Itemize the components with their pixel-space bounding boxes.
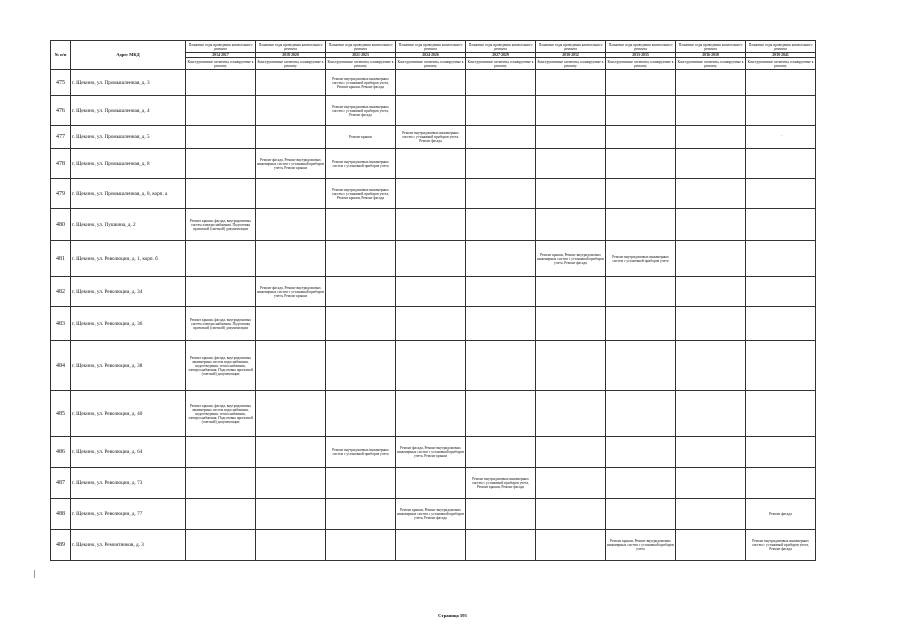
- table-header: [51, 41, 816, 70]
- repair-cell: [536, 391, 606, 437]
- header-period-title: Плановые годы проведения капитального ремонта: [396, 41, 466, 53]
- page-number: Страница 593: [438, 613, 467, 618]
- header-period-title: Плановые годы проведения капитального ремонта: [256, 41, 326, 53]
- repair-cell: [746, 209, 816, 241]
- row-address: г. Щекино, ул. Революции, д. 34: [71, 277, 186, 307]
- repair-cell: [746, 96, 816, 126]
- repair-cell: [536, 96, 606, 126]
- table-row: [51, 179, 816, 209]
- table-row: [51, 70, 816, 96]
- repair-cell: [606, 391, 676, 437]
- repair-cell: [746, 341, 816, 391]
- header-period-years: 2033-2035: [606, 53, 676, 58]
- row-address: г. Щекино, ул. Промышленная, д. 8, корп. а: [71, 179, 186, 209]
- row-address: г. Щекино, ул. Промышленная, д. 4: [71, 96, 186, 126]
- repair-cell: [396, 307, 466, 341]
- repair-cell: [326, 391, 396, 437]
- repair-cell: [396, 241, 466, 277]
- row-number: 477: [51, 126, 71, 149]
- row-address: г. Щекино, ул. Революции, д. 77: [71, 499, 186, 530]
- repair-cell: [676, 391, 746, 437]
- repair-cell: Ремонт внутридомовых инженерных систем с установкой приборов учета, Ремонт крыши, Ремонт фасада: [466, 468, 536, 499]
- table-row: [51, 437, 816, 468]
- repair-cell: [606, 499, 676, 530]
- repair-cell: [396, 530, 466, 561]
- repair-cell: Ремонт крыши, фасада, внутридомовых инженерных систем водоснабжения, водоотведения, теплоснабжения, электроснабжения. Подготовка проектной (сметной) документации: [186, 391, 256, 437]
- row-number: 476: [51, 96, 71, 126]
- margin-dot: ·: [781, 134, 783, 139]
- repair-cell: [256, 126, 326, 149]
- repair-cell: [466, 307, 536, 341]
- repair-cell: [746, 437, 816, 468]
- repair-schedule-table: [50, 40, 816, 561]
- repair-cell: [186, 437, 256, 468]
- repair-cell: [396, 277, 466, 307]
- repair-cell: [606, 437, 676, 468]
- repair-cell: [186, 530, 256, 561]
- header-period-title: Плановые годы проведения капитального ремонта: [466, 41, 536, 53]
- repair-cell: [466, 530, 536, 561]
- repair-cell: [326, 341, 396, 391]
- repair-cell: [606, 341, 676, 391]
- repair-cell: [186, 179, 256, 209]
- repair-cell: [186, 499, 256, 530]
- header-period-title: Плановые годы проведения капитального ремонта: [326, 41, 396, 53]
- repair-cell: [256, 209, 326, 241]
- repair-cell: Ремонт внутридомовых инженерных систем с установкой приборов учета, Ремонт крыши, Ремонт фасада: [326, 70, 396, 96]
- repair-cell: [536, 179, 606, 209]
- repair-cell: Ремонт крыши, Ремонт внутридомовых инженерных систем с установкой приборов учета, Ремонт фасада: [536, 241, 606, 277]
- repair-cell: [256, 307, 326, 341]
- repair-cell: Ремонт крыши, фасада, внутридомовых инженерных систем водоснабжения, водоотведения, теплоснабжения, электроснабжения. Подготовка проектной (сметной) документации: [186, 341, 256, 391]
- repair-cell: [256, 179, 326, 209]
- header-period-title: Плановые годы проведения капитального ремонта: [676, 41, 746, 53]
- table-row: [51, 391, 816, 437]
- repair-cell: [466, 391, 536, 437]
- repair-cell: [746, 70, 816, 96]
- repair-cell: Ремонт фасада, Ремонт внутридомовых инженерных систем с установкой приборов учета, Ремонт крыши: [396, 437, 466, 468]
- repair-cell: [326, 277, 396, 307]
- row-number: 484: [51, 341, 71, 391]
- repair-cell: [676, 307, 746, 341]
- row-number: 479: [51, 179, 71, 209]
- repair-cell: [676, 468, 746, 499]
- table-row: [51, 341, 816, 391]
- repair-cell: [186, 468, 256, 499]
- repair-cell: Ремонт внутридомовых инженерных систем с установкой приборов учета, Ремонт фасада: [396, 126, 466, 149]
- repair-cell: [466, 96, 536, 126]
- repair-cell: [606, 149, 676, 179]
- repair-cell: Ремонт внутридомовых инженерных систем с установкой приборов учета, Ремонт фасада: [746, 530, 816, 561]
- header-period-sub: Конструктивные элементы, планируемые к ремонту: [257, 59, 324, 68]
- repair-cell: [536, 277, 606, 307]
- repair-cell: [536, 70, 606, 96]
- header-period-sub: Конструктивные элементы, планируемые к ремонту: [537, 59, 604, 68]
- row-number: 487: [51, 468, 71, 499]
- repair-cell: [396, 468, 466, 499]
- header-period-years: 2021-2023: [326, 53, 396, 58]
- repair-cell: [606, 307, 676, 341]
- repair-cell: [466, 149, 536, 179]
- table-row: [51, 468, 816, 499]
- row-address: г. Щекино, ул. Революции, д. 64: [71, 437, 186, 468]
- repair-cell: [536, 468, 606, 499]
- repair-cell: [396, 209, 466, 241]
- table-row: [51, 277, 816, 307]
- repair-cell: [676, 341, 746, 391]
- repair-cell: [746, 391, 816, 437]
- repair-cell: [676, 277, 746, 307]
- repair-cell: [326, 468, 396, 499]
- repair-cell: [396, 341, 466, 391]
- row-address: г. Щекино, ул. Промышленная, д. 5: [71, 126, 186, 149]
- repair-cell: [256, 70, 326, 96]
- row-address: г. Щекино, ул. Пушкина, д. 2: [71, 209, 186, 241]
- header-num: № п/п: [51, 41, 71, 70]
- row-number: 482: [51, 277, 71, 307]
- repair-cell: [256, 241, 326, 277]
- repair-cell: [676, 70, 746, 96]
- repair-cell: Ремонт крыши, Ремонт внутридомовых инженерных систем с установкой приборов учета: [606, 530, 676, 561]
- header-address: Адрес МКД: [71, 41, 186, 70]
- row-address: г. Щекино, ул. Революции, д. 1, корп. б: [71, 241, 186, 277]
- row-number: 483: [51, 307, 71, 341]
- header-period-sub: Конструктивные элементы, планируемые к ремонту: [397, 59, 464, 68]
- repair-cell: [536, 307, 606, 341]
- row-number: 481: [51, 241, 71, 277]
- repair-cell: [676, 126, 746, 149]
- row-address: г. Щекино, ул. Промышленная, д. 3: [71, 70, 186, 96]
- repair-cell: [396, 391, 466, 437]
- table-row: [51, 307, 816, 341]
- header-period-title: Плановые годы проведения капитального ремонта: [186, 41, 256, 53]
- repair-cell: [186, 241, 256, 277]
- header-period-title: Плановые годы проведения капитального ремонта: [536, 41, 606, 53]
- repair-cell: [746, 277, 816, 307]
- row-address: г. Щекино, ул. Революции, д. 36: [71, 307, 186, 341]
- repair-cell: [536, 499, 606, 530]
- repair-cell: [746, 149, 816, 179]
- table-row: [51, 96, 816, 126]
- header-period-sub: Конструктивные элементы, планируемые к ремонту: [467, 59, 534, 68]
- repair-cell: [466, 70, 536, 96]
- row-number: 485: [51, 391, 71, 437]
- repair-cell: [466, 277, 536, 307]
- repair-cell: [256, 341, 326, 391]
- repair-cell: [746, 241, 816, 277]
- header-period-sub: Конструктивные элементы, планируемые к ремонту: [677, 59, 744, 68]
- repair-cell: [326, 209, 396, 241]
- header-period-sub: Конструктивные элементы, планируемые к ремонту: [607, 59, 674, 68]
- table-row: [51, 499, 816, 530]
- row-address: г. Щекино, ул. Революции, д. 40: [71, 391, 186, 437]
- table-row: [51, 126, 816, 149]
- repair-cell: [676, 209, 746, 241]
- repair-cell: [466, 179, 536, 209]
- repair-cell: Ремонт фасада, Ремонт внутридомовых инженерных систем с установкой приборов учета, Ремонт крыши: [256, 149, 326, 179]
- row-address: г. Щекино, ул. Ремонтников, д. 3: [71, 530, 186, 561]
- header-period-years: 2018-2020: [256, 53, 326, 58]
- repair-cell: [326, 530, 396, 561]
- repair-cell: [466, 126, 536, 149]
- repair-cell: [326, 499, 396, 530]
- repair-cell: [536, 530, 606, 561]
- repair-cell: [396, 96, 466, 126]
- repair-cell: [256, 391, 326, 437]
- header-period-years: 2024-2026: [396, 53, 466, 58]
- repair-cell: [606, 126, 676, 149]
- repair-cell: [606, 209, 676, 241]
- repair-cell: Ремонт внутридомовых инженерных систем с установкой приборов учета, Ремонт фасада: [326, 96, 396, 126]
- repair-cell: [606, 70, 676, 96]
- repair-cell: [536, 149, 606, 179]
- header-period-title: Плановые годы проведения капитального ремонта: [746, 41, 816, 53]
- header-period-years: 2036-2038: [676, 53, 746, 58]
- repair-cell: [606, 468, 676, 499]
- header-period-sub: Конструктивные элементы, планируемые к ремонту: [747, 59, 814, 68]
- table-body: [51, 70, 816, 561]
- row-number: 488: [51, 499, 71, 530]
- repair-cell: [676, 530, 746, 561]
- header-period-years: 2030-2032: [536, 53, 606, 58]
- repair-cell: [256, 499, 326, 530]
- row-number: 486: [51, 437, 71, 468]
- repair-cell: [676, 499, 746, 530]
- repair-cell: [256, 468, 326, 499]
- repair-cell: [186, 149, 256, 179]
- repair-cell: [396, 149, 466, 179]
- repair-cell: [186, 277, 256, 307]
- repair-cell: [606, 179, 676, 209]
- repair-cell: [256, 530, 326, 561]
- repair-cell: [676, 149, 746, 179]
- repair-cell: [676, 96, 746, 126]
- header-period-years: 2027-2029: [466, 53, 536, 58]
- repair-cell: [676, 179, 746, 209]
- repair-cell: Ремонт фасада: [746, 499, 816, 530]
- repair-cell: [536, 341, 606, 391]
- repair-cell: [466, 437, 536, 468]
- table-row: [51, 530, 816, 561]
- repair-cell: [746, 468, 816, 499]
- repair-cell: [746, 179, 816, 209]
- row-number: 480: [51, 209, 71, 241]
- repair-cell: Ремонт крыши, Ремонт внутридомовых инженерных систем с установкой приборов учета, Ремонт фасада: [396, 499, 466, 530]
- repair-cell: [536, 209, 606, 241]
- repair-cell: Ремонт внутридомовых инженерных систем с установкой приборов учета, Ремонт крыши, Ремонт фасада: [326, 179, 396, 209]
- table-row: [51, 149, 816, 179]
- repair-cell: Ремонт внутридомовых инженерных систем с установкой приборов учета: [326, 149, 396, 179]
- repair-cell: [396, 179, 466, 209]
- repair-cell: [186, 126, 256, 149]
- repair-cell: [606, 277, 676, 307]
- repair-cell: [326, 307, 396, 341]
- repair-cell: [396, 70, 466, 96]
- repair-cell: Ремонт крыши, фасада, внутридомовых систем электроснабжения. Подготовка проектной (сметной) документации: [186, 307, 256, 341]
- repair-cell: [256, 437, 326, 468]
- repair-cell: [326, 241, 396, 277]
- repair-cell: Ремонт внутридомовых инженерных систем с установкой приборов учета: [326, 437, 396, 468]
- repair-cell: [186, 70, 256, 96]
- table-row: [51, 209, 816, 241]
- repair-cell: [256, 96, 326, 126]
- row-address: г. Щекино, ул. Революции, д. 38: [71, 341, 186, 391]
- repair-cell: Ремонт фасада, Ремонт внутридомовых инженерных систем с установкой приборов учета, Ремонт крыши: [256, 277, 326, 307]
- repair-cell: Ремонт крыши: [326, 126, 396, 149]
- row-number: 475: [51, 70, 71, 96]
- repair-cell: [186, 96, 256, 126]
- repair-cell: [466, 341, 536, 391]
- row-address: г. Щекино, ул. Революции, д. 73: [71, 468, 186, 499]
- repair-cell: [676, 437, 746, 468]
- repair-cell: [536, 126, 606, 149]
- repair-cell: [536, 437, 606, 468]
- row-number: 478: [51, 149, 71, 179]
- repair-cell: [606, 96, 676, 126]
- row-number: 489: [51, 530, 71, 561]
- repair-cell: Ремонт крыши, фасада, внутридомовых систем электроснабжения. Подготовка проектной (сметной) документации: [186, 209, 256, 241]
- row-address: г. Щекино, ул. Промышленная, д. 8: [71, 149, 186, 179]
- repair-cell: [466, 241, 536, 277]
- margin-line: [34, 570, 35, 578]
- header-period-sub: Конструктивные элементы, планируемые к ремонту: [187, 59, 254, 68]
- repair-cell: [746, 307, 816, 341]
- header-period-years: 2014-2017: [186, 53, 256, 58]
- table-row: [51, 241, 816, 277]
- header-period-title: Плановые годы проведения капитального ремонта: [606, 41, 676, 53]
- repair-cell: [676, 241, 746, 277]
- repair-cell: Ремонт внутридомовых инженерных систем с установкой приборов учета: [606, 241, 676, 277]
- header-period-years: 2039-2041: [746, 53, 816, 58]
- header-period-sub: Конструктивные элементы, планируемые к ремонту: [327, 59, 394, 68]
- repair-cell: [466, 499, 536, 530]
- repair-cell: [466, 209, 536, 241]
